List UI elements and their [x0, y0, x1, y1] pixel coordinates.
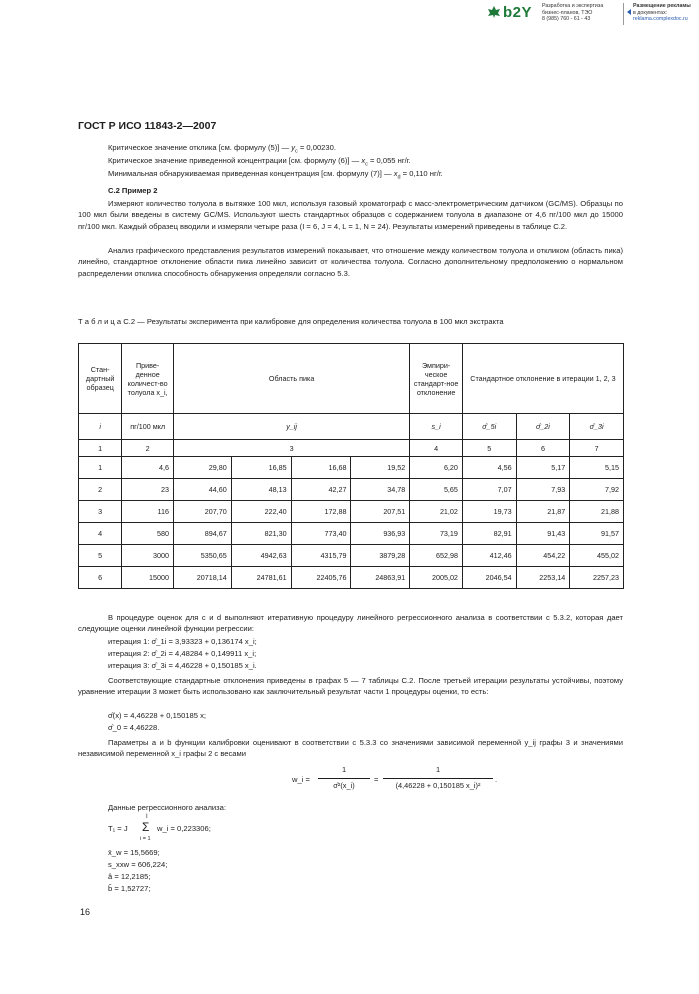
- intro-line: Критическое значение отклика [см. формулу (5)] — $y_c = 0,00230$.: [108, 143, 336, 155]
- table-row: [79, 479, 624, 501]
- table-cell: 5350,65: [173, 545, 231, 567]
- period: .: [495, 775, 498, 784]
- regression-line: â = 12,2185;: [108, 872, 151, 881]
- table-row: [79, 567, 624, 589]
- table-cell: 580: [122, 523, 174, 545]
- paragraph: Соответствующие стандартные отклонения приведены в графах 5 — 7 таблицы С.2. После третьей итерации результаты устойчивы, поэтому уравнение итерации 3 может быть использовано как заключительный результат части 1 процедуры оценки, то есть:: [78, 676, 623, 697]
- table-cell: 19,73: [462, 501, 516, 523]
- table-cell: 91,57: [570, 523, 624, 545]
- table-cell: 34,78: [351, 479, 410, 501]
- table-cell: 454,22: [516, 545, 570, 567]
- table-cell: 91,43: [516, 523, 570, 545]
- table-cell: 222,40: [231, 501, 291, 523]
- t1-lhs: T₁ = J: [108, 824, 128, 833]
- col-number: 7: [570, 440, 624, 457]
- weight-formula-lhs: w_i =: [292, 775, 310, 784]
- table-cell: 894,67: [173, 523, 231, 545]
- table-cell: 5,15: [570, 457, 624, 479]
- table-cell: 5,65: [410, 479, 463, 501]
- header-peak-area: Область пика: [173, 344, 409, 414]
- col-number: 2: [122, 440, 174, 457]
- table-cell: 82,91: [462, 523, 516, 545]
- table-cell: 42,27: [291, 479, 351, 501]
- result-line: σ̂_0 = 4,46228.: [108, 723, 160, 732]
- arrow-left-icon: [627, 9, 631, 15]
- table-cell: 4,6: [122, 457, 174, 479]
- table-cell: 2046,54: [462, 567, 516, 589]
- table-cell: 73,19: [410, 523, 463, 545]
- table-cell: 3: [79, 501, 122, 523]
- regression-heading: Данные регрессионного анализа:: [108, 803, 226, 812]
- table-cell: 2005,02: [410, 567, 463, 589]
- table-cell: 2257,23: [570, 567, 624, 589]
- sum-sign: Σ: [142, 820, 150, 834]
- table-caption: Т а б л и ц а С.2 — Результаты эксперимента при калибровке для определения количества толуола в 100 мкл экстракта: [78, 317, 504, 326]
- paragraph: Измеряют количество толуола в вытяжке 100 мкл, используя газовый хроматограф с масс-электрометрическим датчиком (GC/MS). Образцы по 100 мкл были введены в систему GC/MS. Используют шесть стандартных образцов с содержанием толуола в диапазоне от 4,6 пг/100 мкл до 15000 пг/100 мкл. Каждый образец вводили и измеряли четыре раза (I = 6, J = 4, L = 1, N = 24). Результаты измерений приведены в таблице С.2.: [78, 199, 623, 231]
- table-cell: 15000: [122, 567, 174, 589]
- col-number: 3: [173, 440, 409, 457]
- banner-dev-info: Разработка и экспертиза бизнес-планов, ТЭО 8 (985) 760 - 61 - 43: [542, 3, 604, 22]
- table-row: [79, 501, 624, 523]
- table-cell: 2: [79, 479, 122, 501]
- table-cell: 172,88: [291, 501, 351, 523]
- table-cell: 4315,79: [291, 545, 351, 567]
- table-cell: 7,07: [462, 479, 516, 501]
- table-row: [79, 457, 624, 479]
- iteration-line: итерация 1: σ̂_1i = 3,93323 + 0,136174 x_i;: [108, 637, 257, 646]
- table-cell: 207,51: [351, 501, 410, 523]
- col-number: 1: [79, 440, 122, 457]
- t1-rhs: w_i = 0,223306;: [157, 824, 211, 833]
- table-cell: 20718,14: [173, 567, 231, 589]
- regression-line: x̄_w = 15,5669;: [108, 848, 160, 857]
- table-cell: 773,40: [291, 523, 351, 545]
- fraction-bar: [318, 778, 370, 779]
- table-cell: 6: [79, 567, 122, 589]
- symbol-cell: i: [79, 414, 122, 440]
- fraction-denominator: (4,46228 + 0,150185 x_i)²: [395, 781, 481, 790]
- table-cell: 29,80: [173, 457, 231, 479]
- symbol-cell: y_ij: [173, 414, 409, 440]
- result-line: σ̂(x) = 4,46228 + 0,150185 x;: [108, 711, 206, 720]
- b2y-logo[interactable]: [487, 4, 533, 21]
- table-cell: 1: [79, 457, 122, 479]
- sum-upper: I: [146, 814, 148, 820]
- header-standard-sample: Стан-дартный образец: [79, 344, 122, 414]
- results-table: [78, 343, 624, 589]
- sum-lower: i = 1: [140, 836, 151, 842]
- paragraph: Параметры a и b функции калибровки оценивают в соответствии с 5.3.3 со значениями зависимой переменной y_ij графы 3 и значениями независимой переменной x_i графы 2 с весами: [78, 738, 623, 759]
- table-cell: 5: [79, 545, 122, 567]
- table-cell: 48,13: [231, 479, 291, 501]
- regression-line: b̂ = 1,52727;: [108, 884, 151, 893]
- iteration-line: итерация 2: σ̂_2i = 4,48284 + 0,149911 x_i;: [108, 649, 257, 658]
- symbol-cell: σ̂_5i: [462, 414, 516, 440]
- table-cell: 3000: [122, 545, 174, 567]
- fraction-bar: [383, 778, 493, 779]
- header-empirical-sd: Эмпири-ческое стандарт-ное отклонение: [410, 344, 463, 414]
- fraction-numerator: 1: [341, 765, 347, 774]
- banner-divider: [623, 3, 624, 25]
- document-title: ГОСТ Р ИСО 11843-2—2007: [78, 120, 217, 132]
- symbol-cell: σ̂_2i: [516, 414, 570, 440]
- table-cell: 16,85: [231, 457, 291, 479]
- table-cell: 936,93: [351, 523, 410, 545]
- table-cell: 2253,14: [516, 567, 570, 589]
- section-heading: С.2 Пример 2: [108, 186, 158, 195]
- table-cell: 412,46: [462, 545, 516, 567]
- fraction-numerator: 1: [435, 765, 441, 774]
- table-cell: 4,56: [462, 457, 516, 479]
- intro-line: Критическое значение приведенной концентрации [см. формулу (6)] — $x_c = 0,055$ нг/г.: [108, 156, 411, 168]
- col-number: 5: [462, 440, 516, 457]
- ad-link[interactable]: reklama.complexdoc.ru: [633, 16, 688, 22]
- table-cell: 44,60: [173, 479, 231, 501]
- intro-line: Минимальная обнаруживаемая приведенная концентрация [см. формулу (7)] — $x_d = 0,110$ нг/г.: [108, 169, 443, 181]
- symbol-cell: пг/100 мкл: [122, 414, 174, 440]
- table-row: [79, 523, 624, 545]
- table-cell: 455,02: [570, 545, 624, 567]
- table-cell: 4: [79, 523, 122, 545]
- table-cell: 22405,76: [291, 567, 351, 589]
- table-cell: 23: [122, 479, 174, 501]
- table-cell: 21,87: [516, 501, 570, 523]
- table-row: [79, 545, 624, 567]
- table-cell: 6,20: [410, 457, 463, 479]
- table-cell: 5,17: [516, 457, 570, 479]
- equals-sign: =: [374, 775, 379, 784]
- paragraph: В процедуре оценок для c и d выполняют итеративную процедуру линейного регрессионного анализа в соответствии с 5.3.2, которая дает следующие оценки линейной функции регрессии:: [78, 613, 623, 634]
- col-number: 4: [410, 440, 463, 457]
- iteration-line: итерация 3: σ̂_3i = 4,46228 + 0,150185 x_i.: [108, 661, 257, 670]
- table-cell: 21,88: [570, 501, 624, 523]
- fraction-denominator: σ̂²(x_i): [333, 781, 355, 790]
- table-cell: 207,70: [173, 501, 231, 523]
- regression-line: s_xxw = 606,224;: [108, 860, 168, 869]
- col-number: 6: [516, 440, 570, 457]
- page-number: 16: [80, 907, 91, 917]
- table-cell: 4942,63: [231, 545, 291, 567]
- paragraph: Анализ графического представления результатов измерений показывает, что отношение между количеством толуола и откликом (область пика) линейно, стандартное отклонение области пика линейно зависит от количества толуола. Согласно дополнительному предположению о нормальном распределении отклика способность обнаружения определяли согласно 5.3.: [78, 246, 623, 278]
- logo-text: b2Y: [503, 4, 533, 21]
- table-cell: 116: [122, 501, 174, 523]
- symbol-cell: s_i: [410, 414, 463, 440]
- banner-ad-info: Размещение рекламы в документах: reklama.complexdoc.ru: [633, 3, 699, 23]
- table-cell: 19,52: [351, 457, 410, 479]
- table-cell: 652,98: [410, 545, 463, 567]
- header-iteration-sd: Стандартное отклонение в итерации 1, 2, 3: [462, 344, 623, 414]
- header-concentration: Приве-денное количест-во толуола x_i,: [122, 344, 174, 414]
- table-cell: 7,93: [516, 479, 570, 501]
- table-cell: 7,92: [570, 479, 624, 501]
- table-cell: 821,30: [231, 523, 291, 545]
- symbol-cell: σ̂_3i: [570, 414, 624, 440]
- table-cell: 24781,61: [231, 567, 291, 589]
- table-cell: 3879,28: [351, 545, 410, 567]
- leaf-icon: [487, 5, 501, 19]
- table-cell: 16,68: [291, 457, 351, 479]
- table-cell: 21,02: [410, 501, 463, 523]
- table-cell: 24863,91: [351, 567, 410, 589]
